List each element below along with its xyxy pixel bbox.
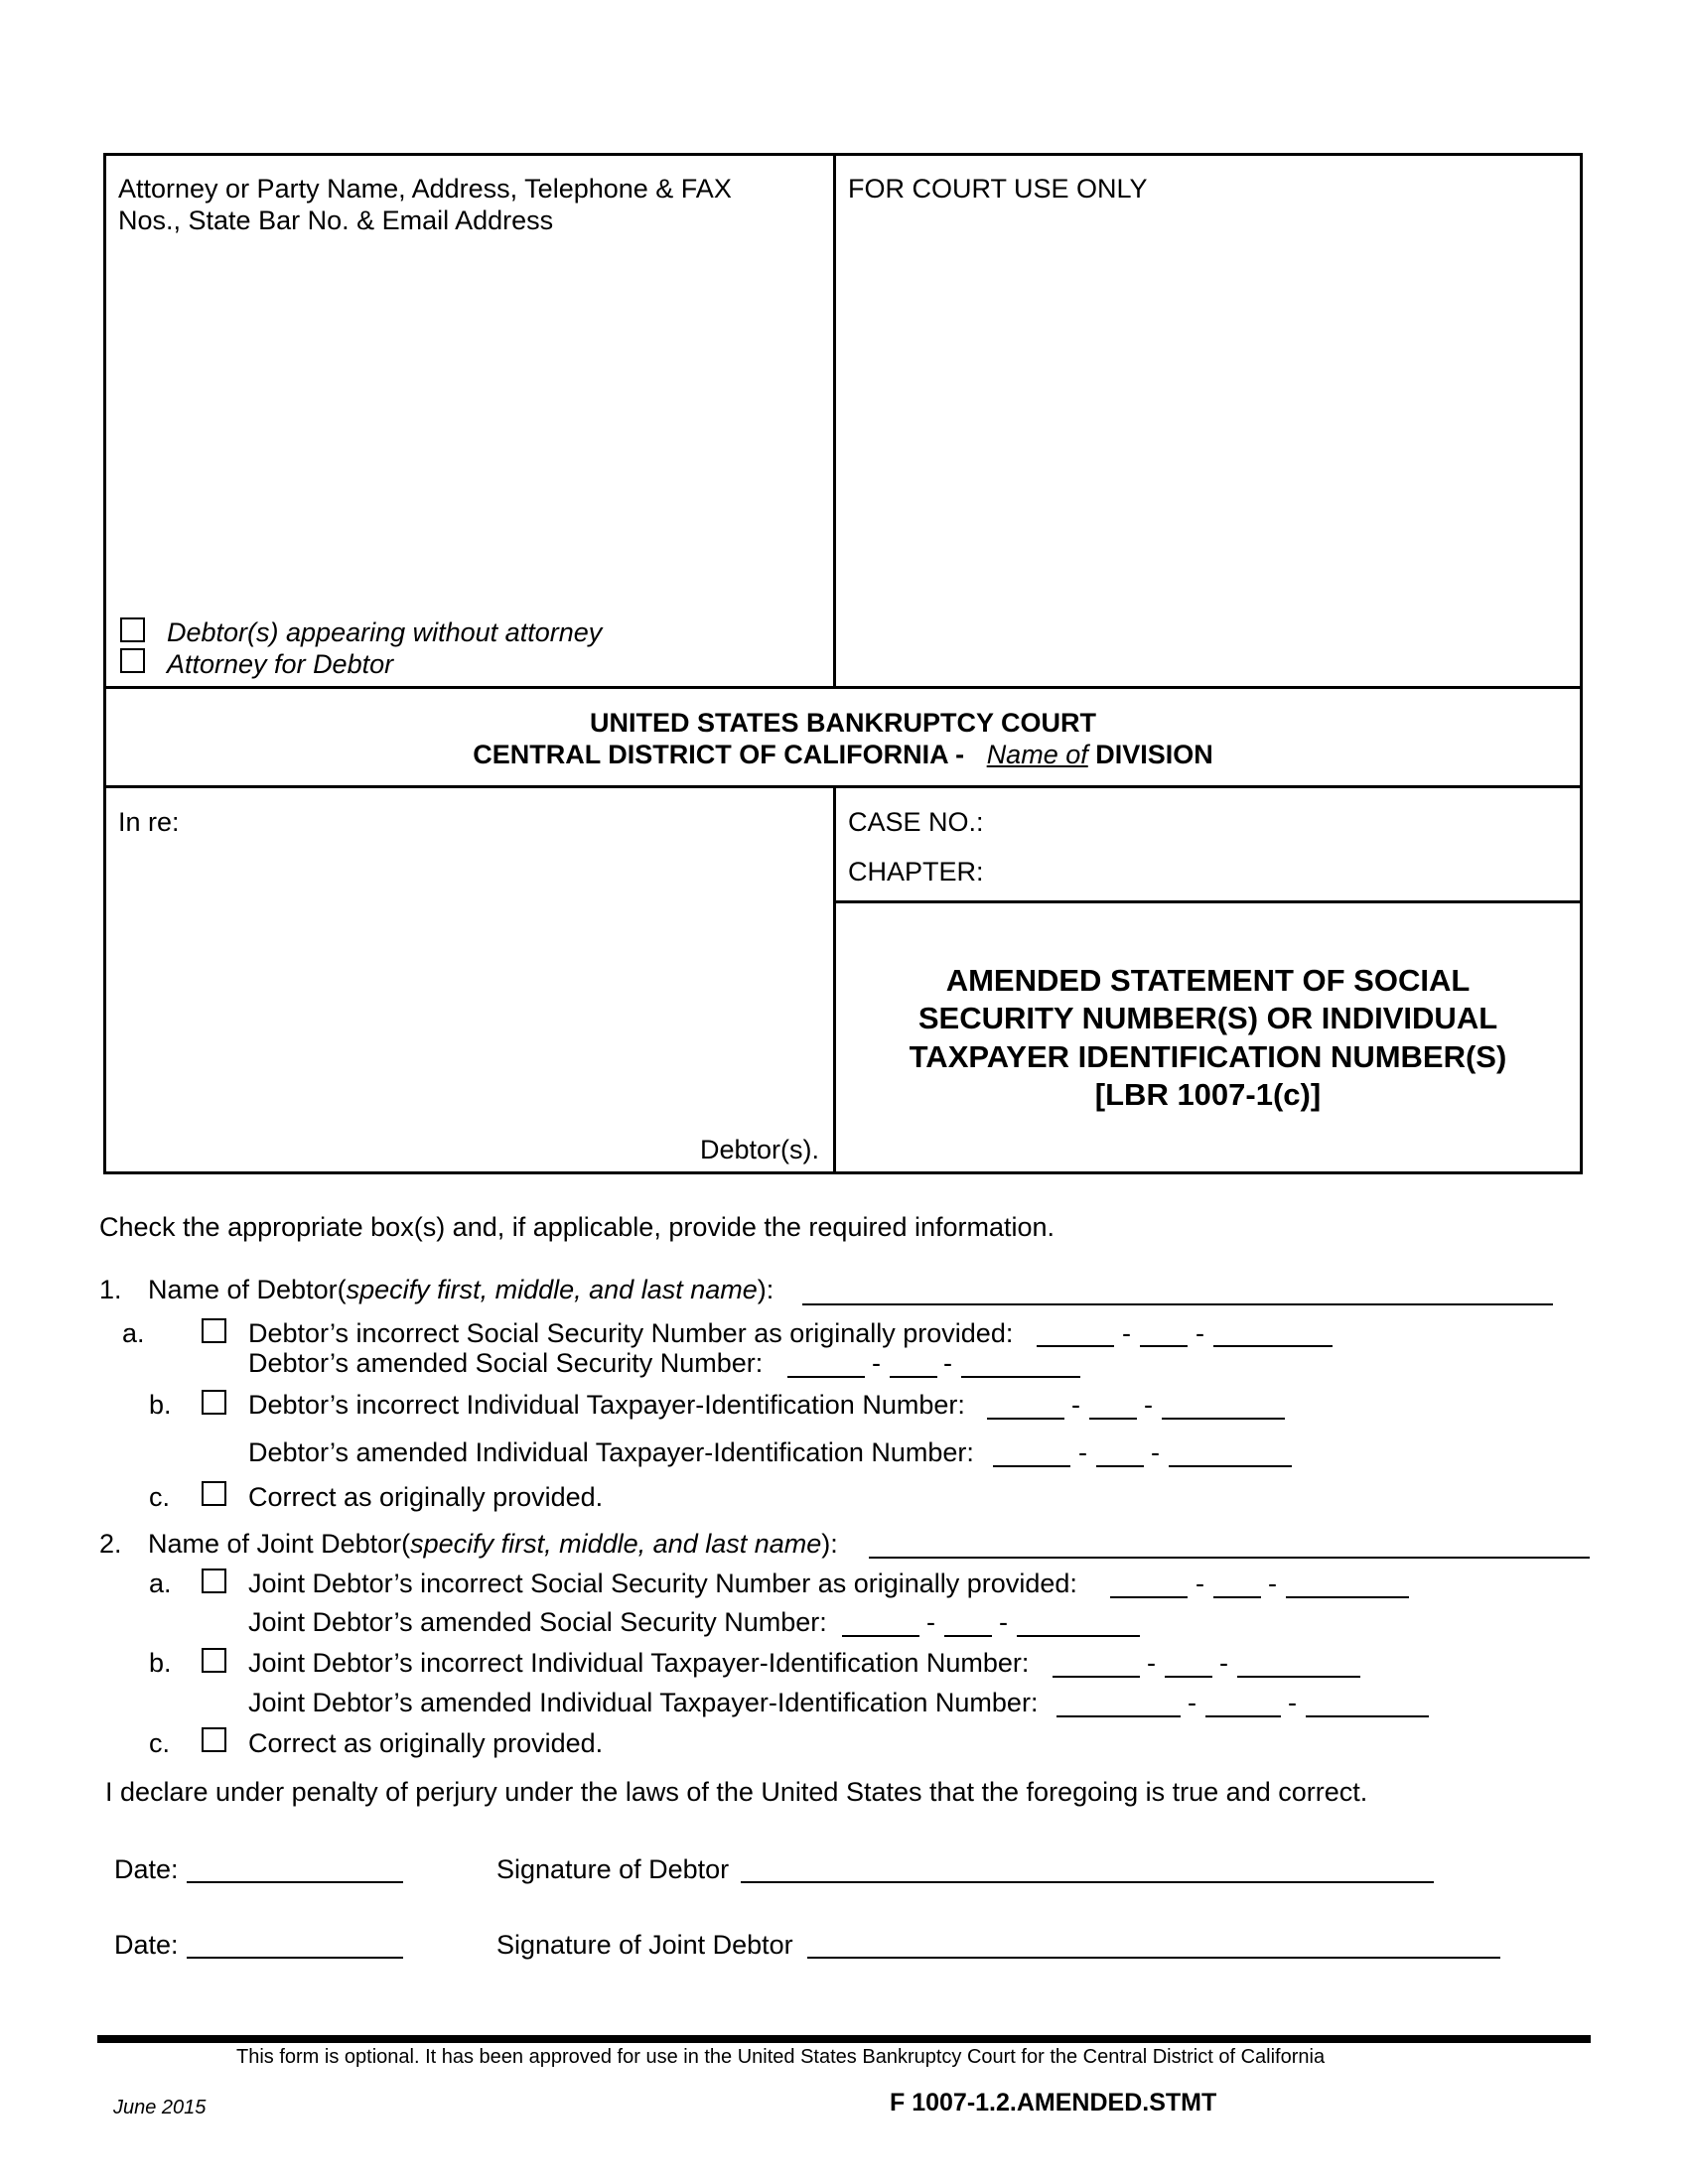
attorney-info-box[interactable]: [106, 156, 833, 686]
debtor-name-field[interactable]: [802, 1303, 1553, 1305]
debtor-ssn-amended-part3[interactable]: [961, 1376, 1080, 1378]
joint-date-field[interactable]: [187, 1957, 403, 1959]
footer-note: This form is optional. It has been approved for use in the United States Bankruptcy Court for the Central District of California: [236, 2046, 1326, 2068]
debtor-ssn-amended-part1[interactable]: [787, 1376, 865, 1378]
court-division-suffix: DIVISION: [1095, 740, 1213, 769]
in-re-label: In re:: [118, 807, 180, 837]
dash: -: [943, 1348, 952, 1378]
debtor-signature-field[interactable]: [741, 1881, 1434, 1883]
joint-signature-field[interactable]: [807, 1957, 1500, 1959]
court-district: [106, 742, 1580, 768]
footer-rule: [97, 2035, 1591, 2043]
court-use-box: [836, 156, 1580, 686]
debtor-ssn-incorrect-part2[interactable]: [1140, 1345, 1188, 1347]
joint-itin-amended-part1[interactable]: [1056, 1715, 1181, 1717]
dash: -: [1122, 1318, 1131, 1348]
court-district-prefix: CENTRAL DISTRICT OF CALIFORNIA -: [473, 740, 965, 769]
joint-itin-incorrect-part1[interactable]: [1053, 1676, 1140, 1678]
debtor-ssn-incorrect-checkbox[interactable]: [202, 1318, 226, 1343]
joint-correct-label: Correct as originally provided.: [248, 1728, 604, 1758]
form-title-line4: [LBR 1007-1(c)]: [1094, 1077, 1322, 1112]
dash: -: [1196, 1318, 1204, 1348]
section1-number: 1.: [99, 1275, 122, 1304]
date-label: Date:: [114, 1854, 179, 1884]
joint-itin-incorrect-part3[interactable]: [1237, 1676, 1360, 1678]
debtor-itin-incorrect-checkbox[interactable]: [202, 1390, 226, 1415]
joint-ssn-amended-part3[interactable]: [1017, 1635, 1140, 1637]
debtor-date-field[interactable]: [187, 1881, 403, 1883]
in-re-box[interactable]: [106, 788, 833, 1171]
dash: -: [1151, 1437, 1160, 1467]
joint-debtor-name-label-italic: specify first, middle, and last name: [410, 1529, 822, 1559]
declaration: I declare under penalty of perjury under the laws of the United States that the foregoing is true and correct.: [105, 1777, 1368, 1807]
attorney-for-debtor-label: Attorney for Debtor: [167, 649, 394, 679]
joint-itin-incorrect-label: Joint Debtor’s incorrect Individual Taxpayer-Identification Number:: [248, 1648, 1030, 1678]
joint-debtor-name-field[interactable]: [869, 1557, 1590, 1559]
joint-ssn-incorrect-checkbox[interactable]: [202, 1569, 226, 1593]
joint-ssn-incorrect-part2[interactable]: [1213, 1596, 1261, 1598]
debtor-name-label-suffix: ):: [757, 1275, 774, 1304]
division-name-placeholder: Name of: [986, 740, 1088, 769]
debtor-ssn-incorrect-label: Debtor’s incorrect Social Security Number as originally provided:: [248, 1318, 1014, 1348]
joint-debtor-name-label: [148, 1531, 838, 1558]
dash: -: [1196, 1569, 1204, 1598]
section2-number: 2.: [99, 1529, 122, 1559]
section1-c-letter: c.: [149, 1482, 171, 1512]
debtor-itin-amended-part1[interactable]: [993, 1465, 1070, 1467]
joint-itin-amended-part3[interactable]: [1306, 1715, 1429, 1717]
joint-debtor-name-label-suffix: ):: [821, 1529, 838, 1559]
dash: -: [872, 1348, 881, 1378]
joint-itin-incorrect-checkbox[interactable]: [202, 1648, 226, 1673]
joint-itin-amended-part2[interactable]: [1205, 1715, 1281, 1717]
dash: -: [1144, 1390, 1153, 1420]
dash: -: [1071, 1390, 1080, 1420]
debtor-without-attorney-checkbox[interactable]: [120, 617, 145, 642]
section1-b-letter: b.: [149, 1390, 172, 1420]
dash: -: [1147, 1648, 1156, 1678]
section1-a-letter: a.: [122, 1318, 145, 1348]
dash: -: [1219, 1648, 1228, 1678]
debtor-name-label-prefix: Name of Debtor(: [148, 1275, 347, 1304]
debtor-ssn-amended-part2[interactable]: [890, 1376, 937, 1378]
joint-correct-checkbox[interactable]: [202, 1727, 226, 1752]
joint-itin-incorrect-part2[interactable]: [1165, 1676, 1212, 1678]
joint-itin-amended-label: Joint Debtor’s amended Individual Taxpayer-Identification Number:: [248, 1688, 1039, 1717]
section2-a-letter: a.: [149, 1569, 172, 1598]
footer-date: June 2015: [113, 2097, 207, 2118]
dash: -: [1188, 1688, 1196, 1717]
court-name: UNITED STATES BANKRUPTCY COURT: [589, 708, 1096, 738]
case-no-label: CASE NO.:: [848, 807, 984, 837]
form-title: [836, 903, 1580, 1171]
form-title-line3: TAXPAYER IDENTIFICATION NUMBER(S): [909, 1039, 1507, 1074]
debtor-itin-incorrect-part2[interactable]: [1089, 1418, 1137, 1420]
attorney-box-label-line2: Nos., State Bar No. & Email Address: [118, 205, 554, 235]
dash: -: [926, 1607, 935, 1637]
joint-ssn-incorrect-part1[interactable]: [1110, 1596, 1188, 1598]
dash: -: [999, 1607, 1008, 1637]
attorney-for-debtor-checkbox[interactable]: [120, 648, 145, 673]
chapter-label: CHAPTER:: [848, 857, 984, 887]
joint-ssn-incorrect-part3[interactable]: [1286, 1596, 1409, 1598]
section2-b-letter: b.: [149, 1648, 172, 1678]
court-use-label: FOR COURT USE ONLY: [848, 174, 1148, 204]
debtor-name-label-italic: specify first, middle, and last name: [346, 1275, 758, 1304]
signature-debtor-label: Signature of Debtor: [496, 1854, 730, 1884]
joint-ssn-amended-part1[interactable]: [842, 1635, 919, 1637]
joint-ssn-incorrect-label: Joint Debtor’s incorrect Social Security Number as originally provided:: [248, 1569, 1077, 1598]
instructions: Check the appropriate box(s) and, if applicable, provide the required information.: [99, 1212, 1055, 1242]
debtor-itin-amended-part3[interactable]: [1169, 1465, 1292, 1467]
joint-ssn-amended-part2[interactable]: [944, 1635, 992, 1637]
debtor-itin-incorrect-part1[interactable]: [987, 1418, 1064, 1420]
debtor-correct-checkbox[interactable]: [202, 1481, 226, 1506]
debtors-label: Debtor(s).: [699, 1135, 819, 1164]
debtor-itin-amended-label: Debtor’s amended Individual Taxpayer-Identification Number:: [248, 1437, 974, 1467]
debtor-itin-amended-part2[interactable]: [1096, 1465, 1144, 1467]
date-label: Date:: [114, 1930, 179, 1960]
form-title-line1: AMENDED STATEMENT OF SOCIAL: [945, 963, 1471, 998]
section2-c-letter: c.: [149, 1728, 171, 1758]
case-info-box[interactable]: [836, 788, 1580, 900]
signature-joint-debtor-label: Signature of Joint Debtor: [496, 1930, 793, 1960]
dash: -: [1078, 1437, 1087, 1467]
debtor-itin-incorrect-part3[interactable]: [1162, 1418, 1285, 1420]
joint-debtor-name-label-prefix: Name of Joint Debtor(: [148, 1529, 411, 1559]
court-header: [106, 689, 1580, 785]
footer-form-id: F 1007-1.2.AMENDED.STMT: [890, 2089, 1217, 2116]
debtor-ssn-incorrect-part3[interactable]: [1213, 1345, 1333, 1347]
debtor-name-label: [148, 1277, 774, 1303]
form-title-line2: SECURITY NUMBER(S) OR INDIVIDUAL: [917, 1001, 1498, 1035]
joint-ssn-amended-label: Joint Debtor’s amended Social Security Number:: [248, 1607, 827, 1637]
debtor-ssn-incorrect-part1[interactable]: [1037, 1345, 1114, 1347]
dash: -: [1288, 1688, 1297, 1717]
debtor-itin-incorrect-label: Debtor’s incorrect Individual Taxpayer-Identification Number:: [248, 1390, 965, 1420]
debtor-correct-label: Correct as originally provided.: [248, 1482, 604, 1512]
attorney-box-label-line1: Attorney or Party Name, Address, Telephone & FAX: [118, 174, 732, 204]
debtor-without-attorney-label: Debtor(s) appearing without attorney: [167, 617, 603, 647]
debtor-ssn-amended-label: Debtor’s amended Social Security Number:: [248, 1348, 764, 1378]
dash: -: [1268, 1569, 1277, 1598]
